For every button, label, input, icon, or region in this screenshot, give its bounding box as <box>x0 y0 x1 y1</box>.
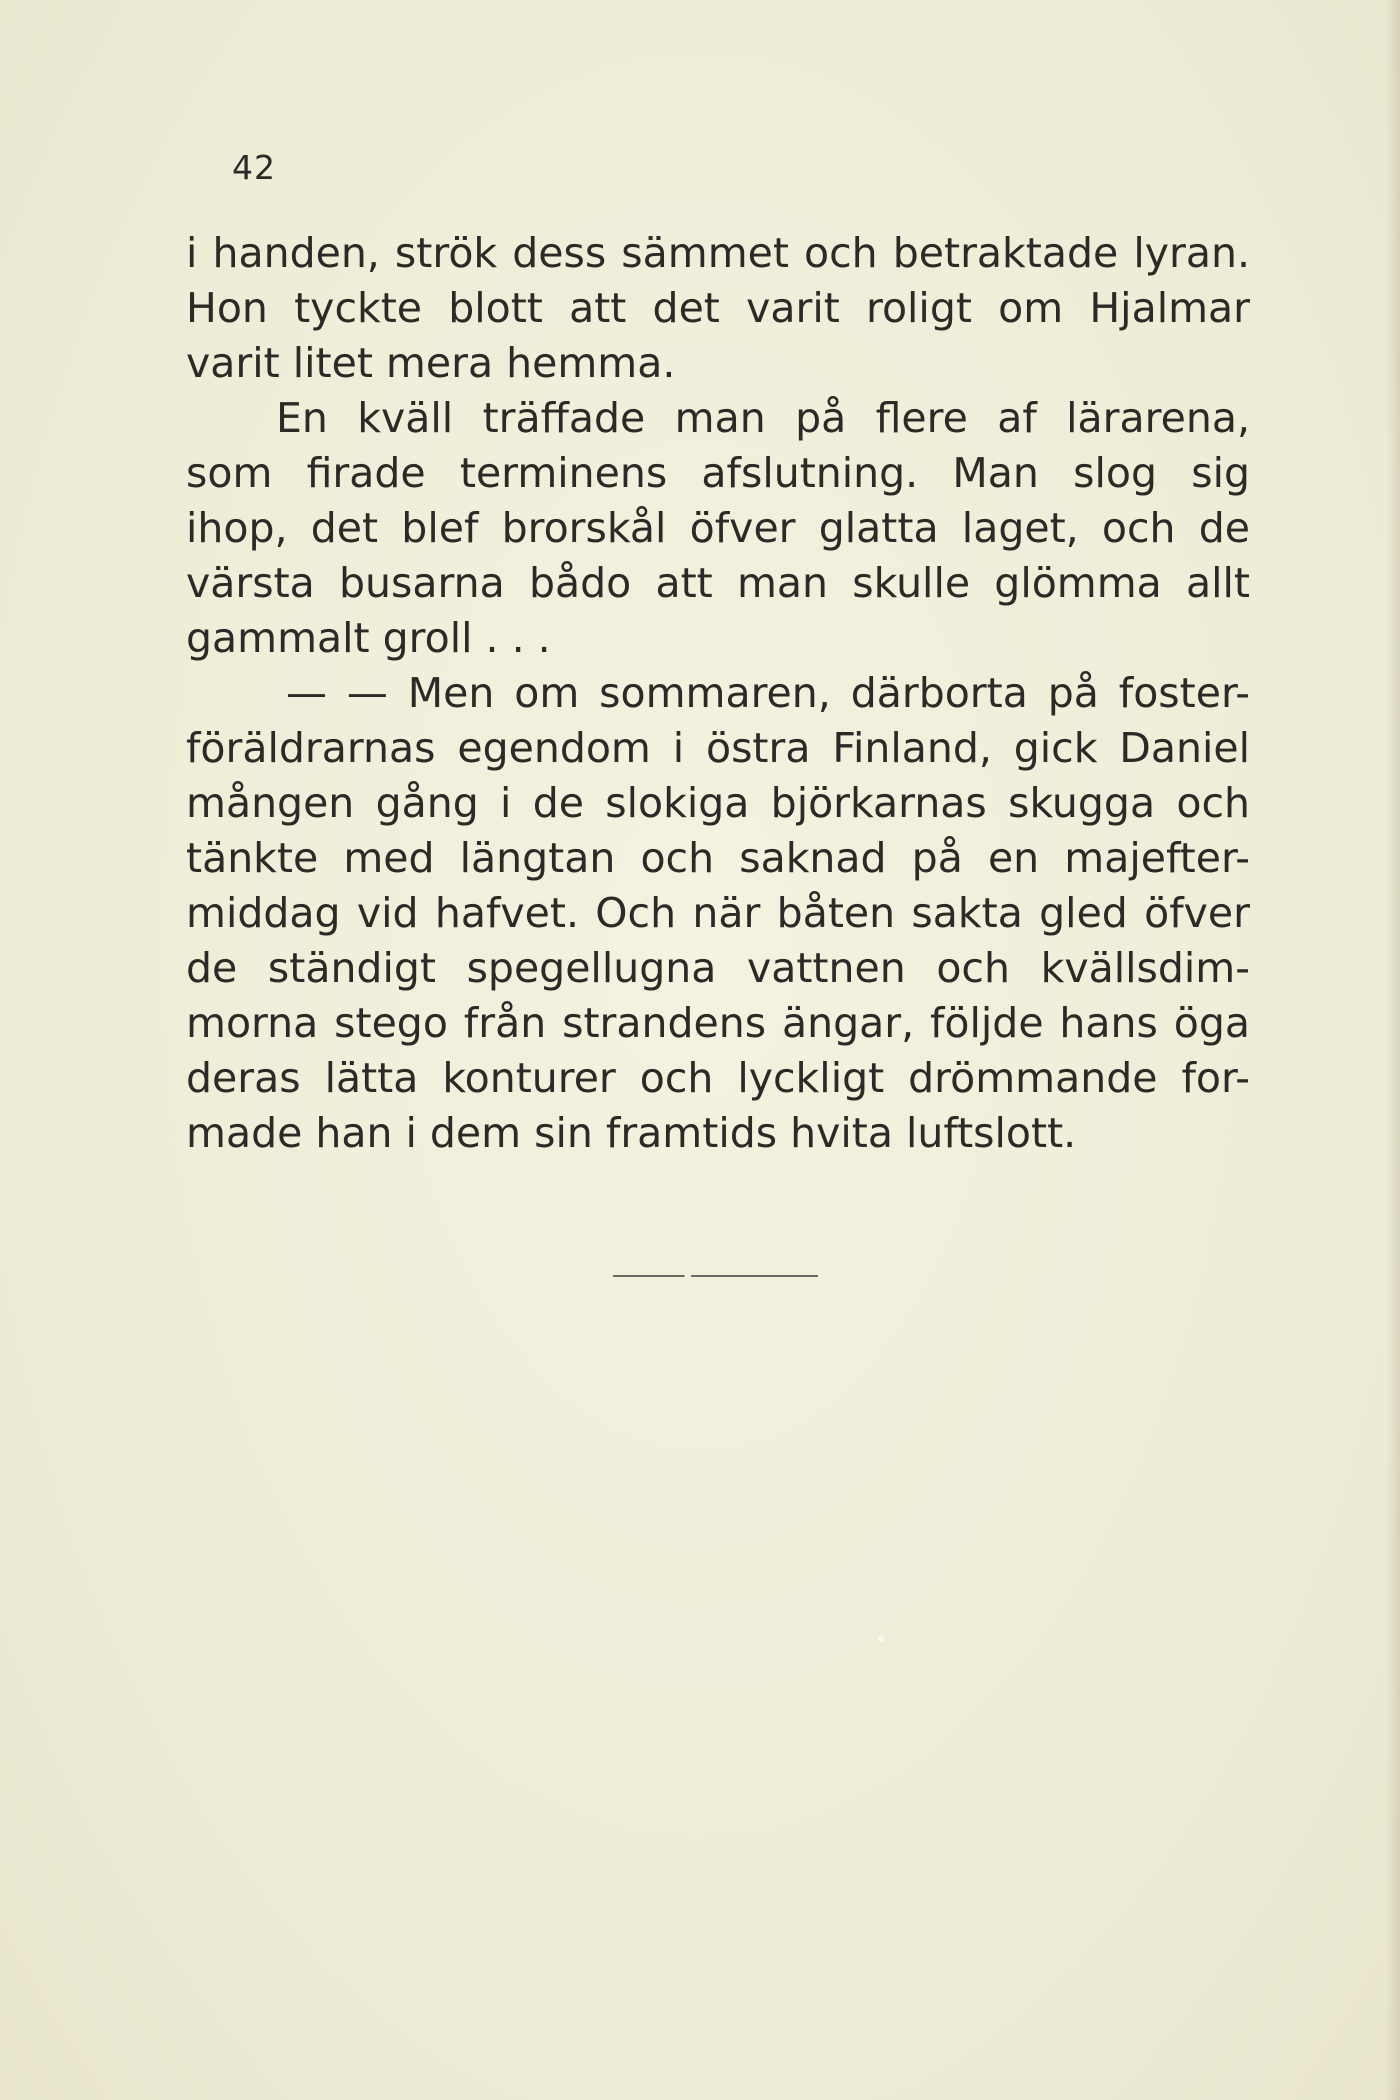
text-line: de ständigt spegellugna vattnen och kvällsdim- <box>186 944 1250 992</box>
paper-speck <box>878 1636 884 1642</box>
text-line: gammalt groll . . . <box>186 614 551 662</box>
text-line: made han i dem sin framtids hvita luftslott. <box>186 1109 1077 1157</box>
text-line: föräldrarnas egendom i östra Finland, gick Daniel <box>186 724 1250 772</box>
text-line: Hon tyckte blott att det varit roligt om Hjalmar <box>186 284 1250 332</box>
chapter-end-rule <box>613 1275 818 1277</box>
page-edge-shadow <box>1386 0 1400 2100</box>
page-number: 42 <box>232 148 276 187</box>
text-line: tänkte med längtan och saknad på en majefter- <box>186 834 1250 882</box>
text-line: som firade terminens afslutning. Man slog sig <box>186 449 1250 497</box>
text-line: i handen, strök dess sämmet och betraktade lyran. <box>186 229 1250 277</box>
text-line: ihop, det blef brorskål öfver glatta laget, och de <box>186 504 1250 552</box>
text-line: — — Men om sommaren, därborta på foster- <box>286 669 1250 717</box>
text-line: mången gång i de slokiga björkarnas skugga och <box>186 779 1250 827</box>
body-text <box>186 226 1250 1161</box>
text-line: värsta busarna bådo att man skulle glömma allt <box>186 559 1250 607</box>
text-line: varit litet mera hemma. <box>186 339 676 387</box>
text-line: morna stego från strandens ängar, följde hans öga <box>186 999 1250 1047</box>
text-line: deras lätta konturer och lyckligt drömmande for- <box>186 1054 1250 1102</box>
text-line: En kväll träffade man på flere af lärarena, <box>276 394 1250 442</box>
text-line: middag vid hafvet. Och när båten sakta gled öfver <box>186 889 1250 937</box>
